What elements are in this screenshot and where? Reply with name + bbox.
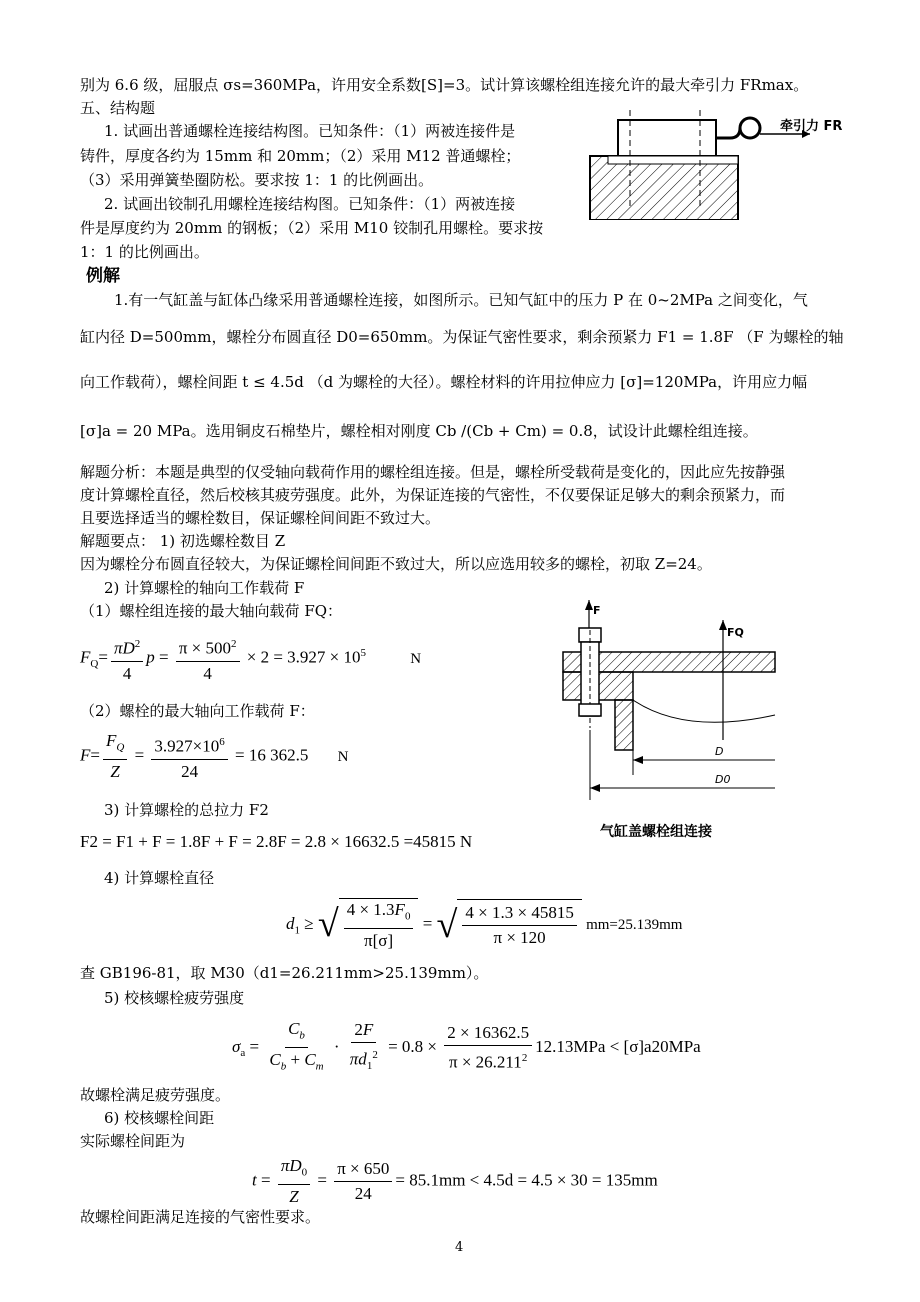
- equation-t: t = $\frac{\pi D_0}{Z}$ = $\frac{\pi \times 650}{24}$ = 85.1mm < 4.5d = 4.5 × 30 = 135mm: [252, 1156, 658, 1207]
- text-line: 解题要点： 1) 初选螺栓数目 Z: [80, 532, 286, 550]
- equation-value: = 3.927 × 10: [273, 647, 361, 667]
- text-line: 缸内径 D=500mm，螺栓分布圆直径 D0=650mm。为保证气密性要求，剩余预紧力 F1 = 1.8F （F 为螺栓的轴: [80, 328, 844, 346]
- step-heading: 4) 计算螺栓直径: [104, 869, 215, 887]
- text-line: 因为螺栓分布圆直径较大，为保证螺栓间间距不致过大，所以应选用较多的螺栓，初取 Z=24。: [80, 555, 712, 573]
- text-line: 且要选择适当的螺栓数目，保证螺栓间间距不致过大。: [80, 509, 441, 527]
- text-line: （3）采用弹簧垫圈防松。要求按 1：1 的比例画出。: [80, 171, 434, 189]
- step-heading: 3) 计算螺栓的总拉力 F2: [104, 801, 269, 819]
- traction-force-label: 牵引力 FR: [780, 119, 843, 134]
- text-line: 故螺栓满足疲劳强度。: [80, 1086, 231, 1104]
- text-line: 铸件，厚度各约为 15mm 和 20mm；（2）采用 M12 普通螺栓；: [80, 147, 521, 165]
- section-heading: 五、结构题: [80, 99, 156, 117]
- dimension-d0-label: D0: [715, 773, 731, 786]
- equation-f: F= $\frac{F_Q}{Z}$ = $\frac{3.927\times 10^6}{24}$ = 16 362.5 N: [80, 731, 349, 782]
- equation-unit: N: [410, 650, 422, 667]
- equation-unit: mm=25.139mm: [586, 917, 683, 934]
- text-line: 2. 试画出铰制孔用螺栓连接结构图。已知条件：（1）两被连接: [104, 195, 516, 213]
- equation-value: = 85.1mm < 4.5d = 4.5 × 30 = 135mm: [395, 1170, 658, 1190]
- text-line: 别为 6.6 级，屈服点 σs=360MPa，许用安全系数[S]=3。试计算该螺栓组连接允许的最大牵引力 FRmax。: [80, 76, 809, 94]
- text-line: 1. 试画出普通螺栓连接结构图。已知条件：（1）两被连接件是: [104, 122, 516, 140]
- text-line: 件是厚度约为 20mm 的钢板；（2）采用 M10 铰制孔用螺栓。要求按: [80, 219, 544, 237]
- step-heading: 2) 计算螺栓的轴向工作载荷 F: [104, 579, 305, 597]
- text-line: 1：1 的比例画出。: [80, 243, 209, 261]
- text-line: 故螺栓间距满足连接的气密性要求。: [80, 1208, 321, 1226]
- text-line: 向工作载荷），螺栓间距 t ≤ 4.5d （d 为螺栓的大径）。螺栓材料的许用拉伸应力 [σ]=120MPa，许用应力幅: [80, 373, 808, 391]
- equation-fq: $F_Q=$ $\frac{\pi D^2}{4}$ p = $\frac{\pi \times 500^2}{4}$ × $2 = 3.927 \times 10^5$ N: [80, 633, 421, 685]
- text-line: （1）螺栓组连接的最大轴向载荷 FQ：: [80, 602, 343, 620]
- text-line: 度计算螺栓直径，然后校核其疲劳强度。此外，为保证连接的气密性，不仅要保证足够大的剩余预紧力，而: [80, 486, 786, 504]
- force-f-label: F: [593, 604, 601, 617]
- force-fq-label: FQ: [727, 626, 744, 639]
- text-line: （2）螺栓的最大轴向工作载荷 F：: [80, 702, 315, 720]
- page-number: 4: [455, 1240, 464, 1255]
- equation-f2: F2 = F1 + F = 1.8F + F = 2.8F = 2.8 × 16632.5 =45815 N: [80, 832, 473, 851]
- text-line: [σ]a = 20 MPa。选用铜皮石棉垫片，螺栓相对刚度 Cb /(Cb + Cm) = 0.8，试设计此螺栓组连接。: [80, 422, 758, 440]
- text-line: 解题分析：本题是典型的仅受轴向载荷作用的螺栓组连接。但是，螺栓所受载荷是变化的，因此应先按静强: [80, 463, 786, 481]
- equation-unit: N: [337, 748, 349, 765]
- equation-value: 12.13MPa < [σ]a20MPa: [535, 1036, 701, 1056]
- text-line: 1.有一气缸盖与缸体凸缘采用普通螺栓连接，如图所示。已知气缸中的压力 P 在 0~2MPa 之间变化，气: [114, 291, 808, 309]
- equation-exponent: 5: [360, 647, 367, 660]
- dimension-d-label: D: [715, 745, 724, 758]
- hook-connection-figure: [580, 110, 850, 220]
- figure-caption: 气缸盖螺栓组连接: [600, 824, 712, 840]
- equation-value: = 16 362.5: [235, 745, 309, 765]
- text-line: 实际螺栓间距为: [80, 1132, 186, 1150]
- cylinder-cover-figure: [555, 600, 785, 850]
- equation-d1: $d_1$ ≥ √ $\frac{4 \times 1.3F_0}{\pi[\sigma]}$ = √ $\frac{4 \times 1.3 \times 45815}{\pi \times 120}$ mm=25.139mm: [286, 900, 683, 951]
- text-line: 查 GB196-81，取 M30（d1=26.211mm>25.139mm）。: [80, 964, 489, 982]
- equation-sigma-a: $\sigma_a$ = $\frac{C_b}{C_b + C_m}$ · $\frac{2F}{\pi d_1^2}$ = 0.8 × $\frac{2 \times 16362.5}{\pi \times 26.211^2}$ 12.13MPa < [σ]a20MPa: [232, 1019, 701, 1073]
- step-heading: 5) 校核螺栓疲劳强度: [104, 989, 245, 1007]
- step-heading: 6) 校核螺栓间距: [104, 1109, 215, 1127]
- example-heading: 例解: [86, 266, 120, 286]
